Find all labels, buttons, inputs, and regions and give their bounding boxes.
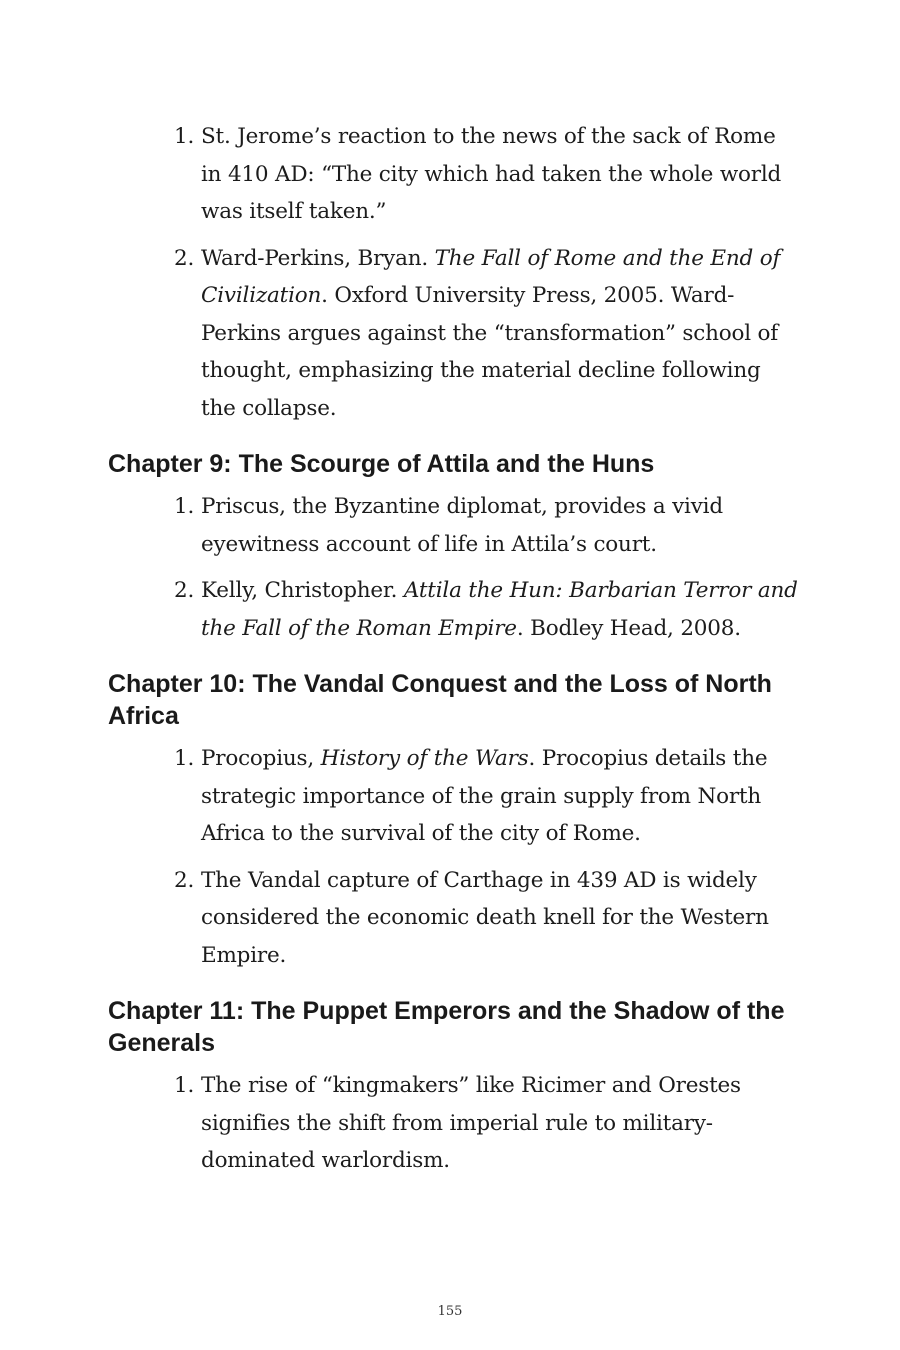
endnote-number: 1.	[174, 1073, 195, 1098]
endnote-number: 2.	[174, 867, 195, 893]
notes-section	[108, 118, 798, 427]
work-title: History of the Wars	[320, 746, 529, 771]
chapter-heading: Chapter 11: The Puppet Emperors and the Shadow of the Generals	[108, 997, 785, 1057]
endnote-text-run: The Vandal capture of Carthage in 439 AD is widely considered the economic death knell for the Western Empire.	[201, 867, 769, 968]
endnote-text	[201, 868, 769, 968]
endnote-text-run: . Oxford University Press, 2005. Ward-Perkins argues against the “transformation” school of thought, emphasizing the material decline following the collapse.	[201, 283, 779, 421]
page-number: 155	[437, 1304, 463, 1319]
endnote-text	[201, 746, 767, 846]
endnote-item	[108, 862, 798, 975]
notes-section	[108, 668, 798, 974]
endnote-item	[108, 240, 798, 428]
endnote-item	[108, 740, 798, 853]
endnote-text-run: Priscus, the Byzantine diplomat, provides a vivid eyewitness account of life in Attila’s court.	[201, 494, 723, 557]
endnote-number: 1.	[174, 124, 195, 149]
endnote-text-run: . Bodley Head, 2008.	[516, 615, 741, 641]
endnote-list	[108, 488, 798, 647]
endnote-item	[108, 118, 798, 231]
endnote-text	[201, 246, 780, 421]
endnote-number: 1.	[174, 494, 195, 519]
endnote-list	[108, 118, 798, 427]
page-content	[108, 118, 798, 1189]
endnote-text-run: Ward-Perkins, Bryan.	[201, 245, 435, 271]
endnote-text-run: . Procopius details the strategic importance of the grain supply from North Africa to the survival of the city of Rome.	[201, 746, 768, 846]
notes-section	[108, 448, 798, 647]
endnote-item	[108, 572, 798, 647]
endnote-list	[108, 1067, 798, 1180]
endnote-item	[108, 488, 798, 563]
endnote-text-run: Kelly, Christopher.	[201, 578, 404, 603]
endnote-number: 2.	[174, 245, 195, 271]
endnote-text	[201, 124, 781, 224]
endnote-text	[201, 494, 723, 557]
endnote-number: 2.	[174, 578, 195, 603]
chapter-heading: Chapter 10: The Vandal Conquest and the Loss of North Africa	[108, 670, 772, 730]
endnote-text	[201, 578, 798, 641]
chapter-heading: Chapter 9: The Scourge of Attila and the Huns	[108, 450, 655, 478]
endnote-text-run: St. Jerome’s reaction to the news of the sack of Rome in 410 AD: “The city which had taken the whole world was itself taken.”	[201, 124, 782, 224]
endnote-item	[108, 1067, 798, 1180]
endnote-text	[201, 1073, 741, 1173]
endnote-text-run: The rise of “kingmakers” like Ricimer and Orestes signifies the shift from imperial rule to military-dominated warlordism.	[201, 1073, 741, 1173]
endnote-list	[108, 740, 798, 974]
endnote-number: 1.	[174, 746, 195, 771]
work-title: The Fall of Rome and the End of Civilization	[201, 245, 781, 308]
work-title: Attila the Hun: Barbarian Terror and the Fall of the Roman Empire	[201, 578, 798, 641]
endnote-text-run: Procopius,	[201, 746, 321, 771]
notes-section	[108, 995, 798, 1180]
